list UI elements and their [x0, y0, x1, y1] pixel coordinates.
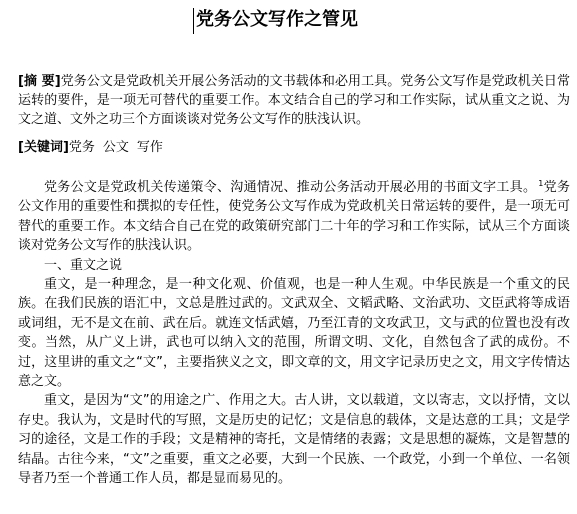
abstract-paragraph	[18, 72, 570, 129]
abstract-label: [摘 要]	[18, 74, 61, 89]
keywords-line	[18, 138, 570, 157]
section-heading: 一、重文之说	[44, 257, 123, 273]
paragraph-text: 党务公文作用的重要性和撰拟的专任性，使党务公文写作成为党政机关日常运转的要件，是一项无可替代的重要工作。本文结合自己在党的政策研究部门二十年的学习和工作实际，试从三个方面谈谈对党务公文写作的肤浅认识。	[18, 180, 570, 254]
keywords-label: [关键词]	[18, 140, 69, 155]
paragraph-text: 党务公文是党政机关传递策令、沟通情况、推动公务活动开展必用的书面文字工具。	[44, 180, 537, 195]
abstract-text: 党务公文是党政机关开展公务活动的文书载体和必用工具。党务公文写作是党政机关日常运转的要件，是一项无可替代的重要工作。本文结合自己的学习和工作实际，试从重文之说、为文之道、文外之功三个方面谈谈对党务公文写作的肤浅认识。	[18, 74, 570, 127]
keyword: 党务	[68, 140, 95, 155]
keyword: 公文	[102, 140, 129, 155]
body-paragraph	[18, 178, 570, 256]
footnote-marker: 1	[538, 178, 544, 188]
document-body	[18, 178, 570, 489]
body-paragraph: 重文，是因为“文”的用途之广、作用之大。古人讲，文以载道，文以寄志，文以抒情，文以存史。我认为，文是时代的写照，文是历史的记忆；文是信息的载体，文是达意的工具；文是学习的途径，文是工作的手段；文是精神的寄托，文是情绪的表露；文是思想的凝炼，文是智慧的结晶。古往今来，“文”之重要，重文之必要，大到一个民族、一个政党，小到一个单位、一名领导者乃至一个普通工作人员，都是显而易见的。	[18, 393, 570, 487]
body-paragraph: 重文，是一种理念，是一种文化观、价值观，也是一种人生观。中华民族是一个重文的民族。在我们民族的语汇中，文总是胜过武的。文武双全、文韬武略、文治武功、文臣武将等成语或词组，无不是文在前、武在后。就连文恬武嬉，乃至江青的文攻武卫，文与武的位置也没有改变。当然，从广义上讲，武也可以纳入文的范围，所谓文明、文化，自然包含了武的成份。不过，这里讲的重文之“文”，主要指狭义之文，即文章的文，用文字记录历史之文，用文字传情达意之文。	[18, 277, 570, 390]
text-cursor	[193, 8, 194, 34]
document-title: 党务公文写作之管见	[196, 9, 358, 30]
keyword: 写作	[136, 140, 163, 155]
